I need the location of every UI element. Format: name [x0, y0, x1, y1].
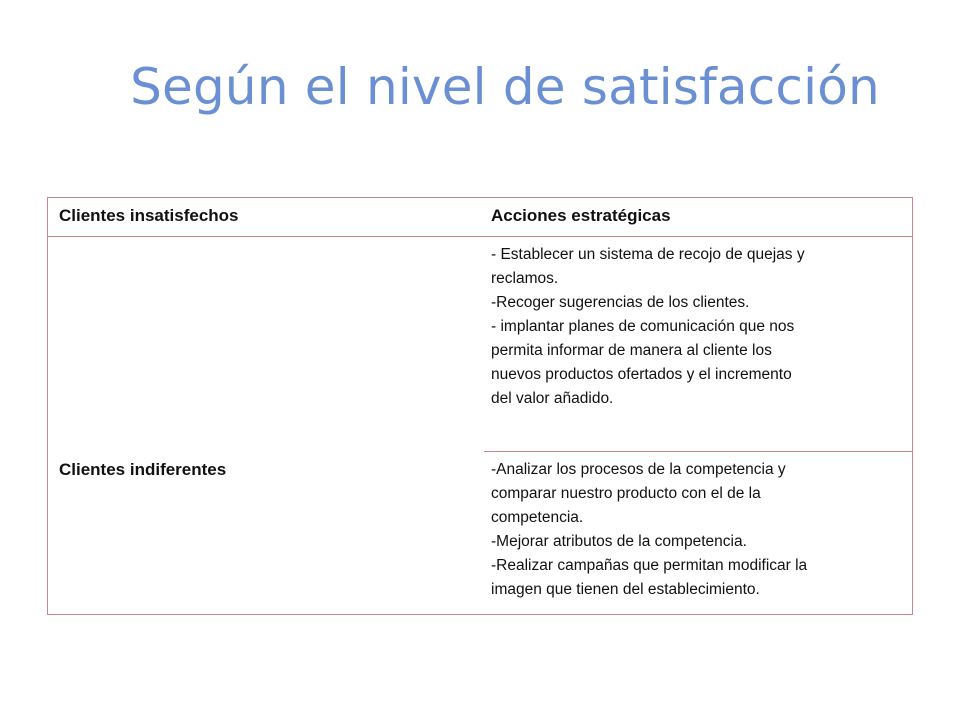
action-line: comparar nuestro producto con el de la: [491, 485, 761, 502]
action-line: reclamos.: [491, 270, 559, 287]
actions-insatisfechos: [491, 243, 901, 411]
action-line: -Analizar los procesos de la competencia y: [491, 461, 786, 478]
segment-clientes-indiferentes: Clientes indiferentes: [59, 460, 227, 479]
slide-title: Según el nivel de satisfacción: [130, 58, 880, 116]
satisfaction-table: [47, 197, 913, 615]
header-clientes-insatisfechos: Clientes insatisfechos: [59, 206, 239, 225]
header-divider: [48, 236, 912, 237]
action-line: -Mejorar atributos de la competencia.: [491, 533, 747, 550]
header-acciones-estrategicas: Acciones estratégicas: [491, 206, 671, 225]
action-line: competencia.: [491, 509, 584, 526]
action-line: del valor añadido.: [491, 390, 614, 407]
row-divider: [484, 451, 912, 452]
action-line: - Establecer un sistema de recojo de quejas y: [491, 246, 805, 263]
actions-indiferentes: [491, 458, 901, 602]
action-line: permita informar de manera al cliente los: [491, 342, 772, 359]
action-line: -Recoger sugerencias de los clientes.: [491, 294, 750, 311]
action-line: nuevos productos ofertados y el incremento: [491, 366, 792, 383]
action-line: -Realizar campañas que permitan modificar la: [491, 557, 808, 574]
action-line: imagen que tienen del establecimiento.: [491, 581, 760, 598]
action-line: - implantar planes de comunicación que nos: [491, 318, 795, 335]
